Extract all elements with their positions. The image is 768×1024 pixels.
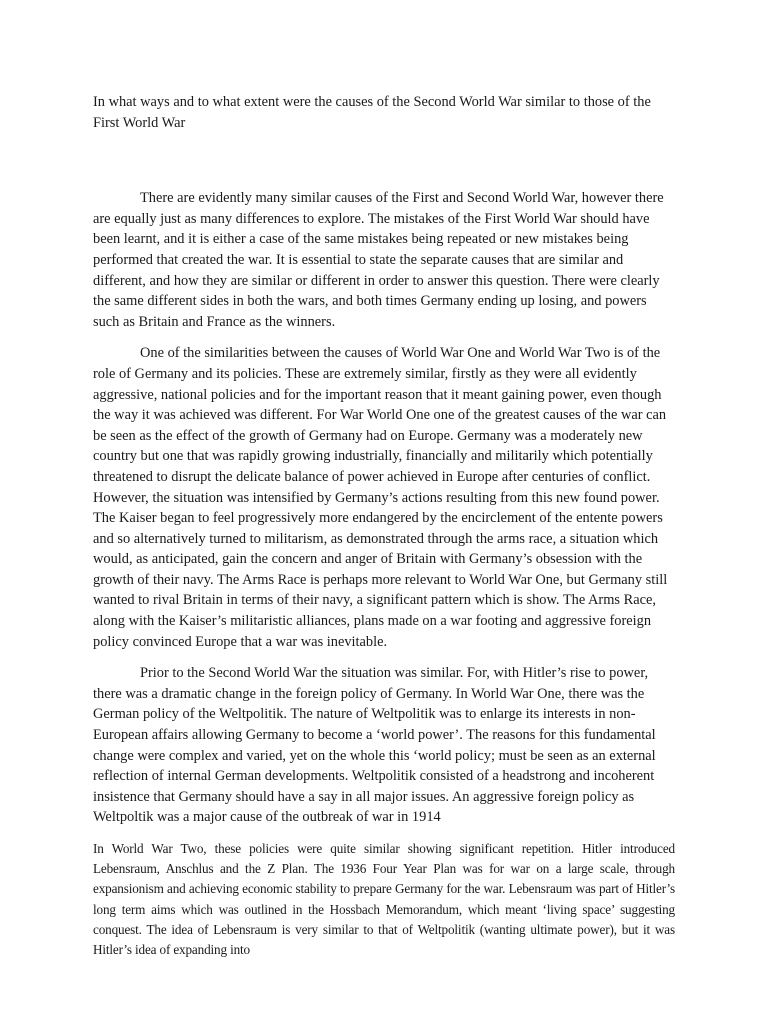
paragraph-intro: There are evidently many similar causes of the First and Second World War, however there are equally just as many differences to explore. The mistakes of the First World War should have been learnt, and it is either a case of the same mistakes being repeated or new mistakes being performed that created the war. It is essential to state the separate causes that are similar and different, and how they are similar or different in order to answer this question. There were clearly the same different sides in both the wars, and both times Germany ending up losing, and powers such as Britain and France as the winners.: [93, 190, 664, 330]
document-page: [93, 92, 675, 960]
paragraph-second-world-war: Prior to the Second World War the situation was similar. For, with Hitler’s rise to power, there was a dramatic change in the foreign policy of Germany. In World War One, there was the German policy of the Weltpolitik. The nature of Weltpolitik was to enlarge its interests in non-European affairs allowing Germany to become a ‘world power’. The reasons for this fundamental change were complex and varied, yet on the whole this ‘world policy; must be seen as an external reflection of internal German developments. Weltpolitik consisted of a headstrong and incoherent insistence that Germany should have a say in all major issues. An aggressive foreign policy as Weltpoltik was a major cause of the outbreak of war in 1914: [93, 665, 656, 826]
paragraph-world-war-two-policies: In World War Two, these policies were quite similar showing significant repetition. Hitler introduced Lebensraum, Anschlus and the Z Plan. The 1936 Four Year Plan was for war on a large scale, through expansionism and achieving economic stability to prepare Germany for the war. Lebensraum was part of Hitler’s long term aims which was outlined in the Hossbach Memorandum, which meant ‘living space’ suggesting conquest. The idea of Lebensraum is very similar to that of Weltpolitik (wanting ultimate power), but it was Hitler’s idea of expanding into: [93, 841, 675, 958]
essay-title: In what ways and to what extent were the causes of the Second World War similar to those of the First World War: [93, 94, 651, 131]
paragraph-germany-policies: One of the similarities between the causes of World War One and World War Two is of the role of Germany and its policies. These are extremely similar, firstly as they were all evidently aggressive, national policies and for the important reason that it meant gaining power, even though the way it was achieved was different. For War World One one of the greatest causes of the war can be seen as the effect of the growth of Germany had on Europe. Germany was a moderately new country but one that was rapidly growing industrially, financially and militarily which potentially threatened to disrupt the delicate balance of power achieved in Europe after centuries of conflict. However, the situation was intensified by Germany’s actions resulting from this new found power. The Kaiser began to feel progressively more endangered by the encirclement of the entente powers and so alternatively turned to militarism, as demonstrated through the arms race, a situation which would, as anticipated, gain the concern and anger of Britain with Germany’s obsession with the growth of their navy. The Arms Race is perhaps more relevant to World War One, but Germany still wanted to rival Britain in terms of their navy, a significant pattern which is show. The Arms Race, along with the Kaiser’s militaristic alliances, plans made on a war footing and aggressive foreign policy convinced Europe that a war was inevitable.: [93, 345, 668, 650]
